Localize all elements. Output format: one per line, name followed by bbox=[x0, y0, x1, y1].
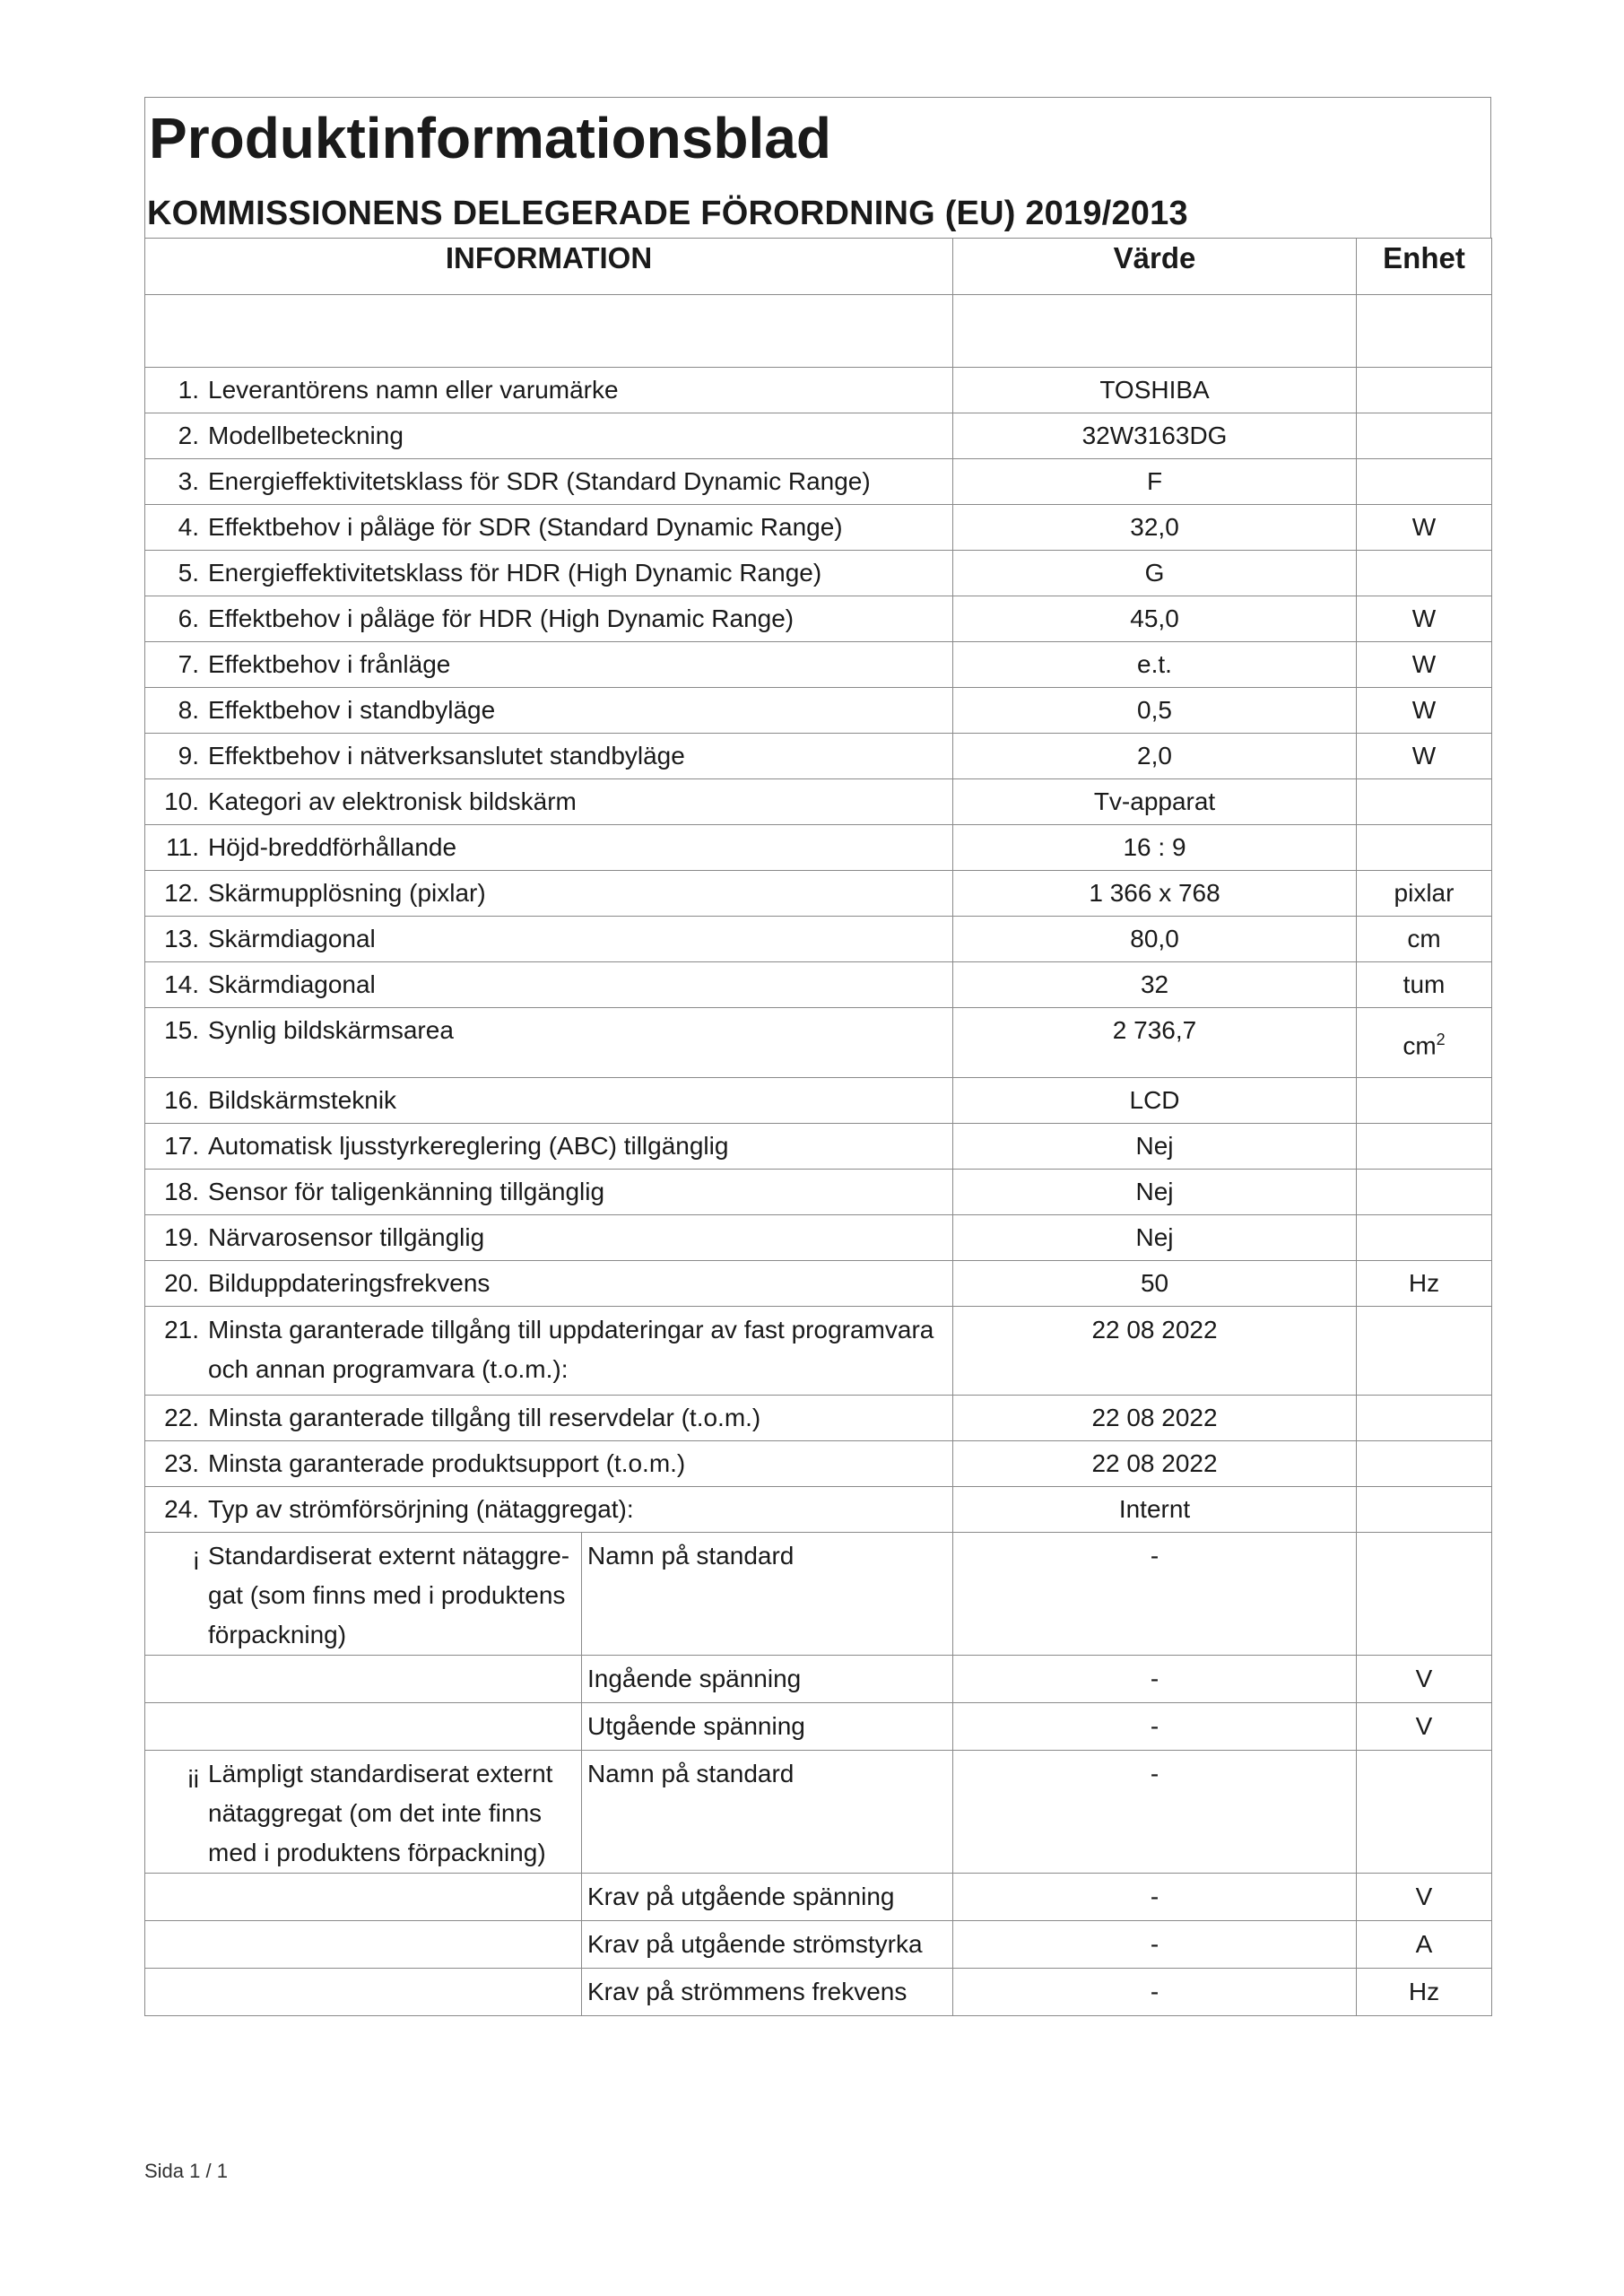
row-label: Skärmupplösning (pixlar) bbox=[208, 879, 486, 907]
psu-group-label: Lämpligt standardiserat externt nätaggregat (om det inte finns med i produktens förpackning) bbox=[208, 1760, 553, 1867]
row-number: 23. bbox=[164, 1449, 199, 1478]
table-row bbox=[145, 459, 1492, 505]
row-label: Skärmdiagonal bbox=[208, 970, 376, 998]
table-row bbox=[145, 734, 1492, 779]
value-cell: TOSHIBA bbox=[953, 368, 1357, 413]
info-cell bbox=[145, 413, 953, 459]
info-cell bbox=[145, 459, 953, 505]
psu-roman: i bbox=[193, 1547, 199, 1576]
info-cell bbox=[145, 779, 953, 825]
empty-cell bbox=[145, 1969, 582, 2016]
unit-cell bbox=[1357, 1703, 1492, 1751]
row-label: Sensor för taligenkänning tillgänglig bbox=[208, 1178, 605, 1206]
unit-cell bbox=[1357, 413, 1492, 459]
info-cell bbox=[145, 1441, 953, 1487]
row-label: Effektbehov i nätverksanslutet standbyläge bbox=[208, 742, 685, 770]
unit-cell bbox=[1357, 1215, 1492, 1261]
row-number: 21. bbox=[164, 1316, 199, 1344]
row-label: Automatisk ljusstyrkereglering (ABC) tillgänglig bbox=[208, 1132, 729, 1161]
row-number: 18. bbox=[164, 1178, 199, 1206]
unit-cell: W bbox=[1357, 734, 1492, 779]
row-number: 15. bbox=[164, 1016, 199, 1044]
empty-cell bbox=[145, 1921, 582, 1969]
table-row bbox=[145, 551, 1492, 596]
info-cell bbox=[145, 642, 953, 688]
info-cell bbox=[145, 1078, 953, 1124]
value-cell: 50 bbox=[953, 1261, 1357, 1307]
value-cell: 16 : 9 bbox=[953, 825, 1357, 871]
psu-group-cell bbox=[145, 1751, 582, 1874]
psu-item-unit: V bbox=[1415, 1665, 1433, 1693]
info-cell bbox=[145, 1170, 953, 1215]
value-cell: Internt bbox=[953, 1487, 1357, 1533]
psu-row bbox=[145, 1533, 1492, 1656]
row-number: 2. bbox=[178, 422, 199, 449]
table-row bbox=[145, 1441, 1492, 1487]
info-cell bbox=[145, 505, 953, 551]
table-row bbox=[145, 642, 1492, 688]
value-cell: e.t. bbox=[953, 642, 1357, 688]
value-cell bbox=[953, 1751, 1357, 1874]
value-cell: Tv-apparat bbox=[953, 779, 1357, 825]
value-cell: Nej bbox=[953, 1124, 1357, 1170]
unit-superscript: 2 bbox=[1436, 1031, 1446, 1048]
row-label: Effektbehov i standbyläge bbox=[208, 696, 496, 724]
table-row bbox=[145, 505, 1492, 551]
value-cell: F bbox=[953, 459, 1357, 505]
unit-cell bbox=[1357, 1969, 1492, 2016]
unit-cell bbox=[1357, 1441, 1492, 1487]
empty-cell bbox=[145, 1874, 582, 1921]
unit-cell bbox=[1357, 551, 1492, 596]
psu-item-value: - bbox=[1150, 1978, 1159, 2006]
table-row bbox=[145, 917, 1492, 962]
row-label: Skärmdiagonal bbox=[208, 925, 376, 952]
info-cell bbox=[145, 1487, 953, 1533]
unit-cell: tum bbox=[1357, 962, 1492, 1008]
empty-cell bbox=[145, 1703, 582, 1751]
table-row bbox=[145, 1307, 1492, 1396]
value-cell: 32W3163DG bbox=[953, 413, 1357, 459]
psu-item-label: Namn på standard bbox=[587, 1542, 795, 1570]
unit-cell bbox=[1357, 1170, 1492, 1215]
value-cell bbox=[953, 1533, 1357, 1656]
row-number: 3. bbox=[178, 467, 199, 495]
psu-item-value: - bbox=[1150, 1760, 1159, 1788]
table-row bbox=[145, 1078, 1492, 1124]
info-cell bbox=[145, 917, 953, 962]
row-number: 17. bbox=[164, 1132, 199, 1161]
psu-group-label: Standardiserat externt nätaggre-gat (som finns med i produktens förpackning) bbox=[208, 1542, 570, 1649]
psu-item-label: Krav på utgående strömstyrka bbox=[587, 1930, 923, 1959]
unit-cell bbox=[1357, 825, 1492, 871]
table-row bbox=[145, 871, 1492, 917]
row-number: 7. bbox=[178, 650, 199, 678]
psu-row bbox=[145, 1921, 1492, 1969]
row-label: Synlig bildskärmsarea bbox=[208, 1016, 454, 1044]
psu-row bbox=[145, 1969, 1492, 2016]
psu-row bbox=[145, 1751, 1492, 1874]
row-number: 4. bbox=[178, 513, 199, 541]
row-label: Leverantörens namn eller varumärke bbox=[208, 376, 619, 404]
value-cell bbox=[953, 1703, 1357, 1751]
value-cell: 22 08 2022 bbox=[953, 1441, 1357, 1487]
row-number: 19. bbox=[164, 1223, 199, 1252]
psu-row bbox=[145, 1656, 1492, 1703]
row-number: 10. bbox=[164, 787, 199, 815]
row-number: 24. bbox=[164, 1495, 199, 1524]
value-cell: 80,0 bbox=[953, 917, 1357, 962]
row-number: 8. bbox=[178, 696, 199, 724]
unit-cell bbox=[1357, 1921, 1492, 1969]
row-label: Effektbehov i frånläge bbox=[208, 650, 451, 678]
row-label: Effektbehov i påläge för HDR (High Dynamic Range) bbox=[208, 604, 795, 632]
info-cell bbox=[145, 1215, 953, 1261]
product-information-sheet bbox=[144, 97, 1491, 2016]
unit-cell: cm bbox=[1357, 917, 1492, 962]
info-cell bbox=[145, 688, 953, 734]
value-cell: LCD bbox=[953, 1078, 1357, 1124]
value-cell: 22 08 2022 bbox=[953, 1307, 1357, 1396]
psu-item-value: - bbox=[1150, 1930, 1159, 1959]
info-cell bbox=[145, 1008, 953, 1078]
unit-cell: W bbox=[1357, 505, 1492, 551]
psu-item-unit bbox=[1357, 1751, 1491, 1758]
row-label: Bilduppdateringsfrekvens bbox=[208, 1269, 491, 1298]
table-row bbox=[145, 1215, 1492, 1261]
unit-cell bbox=[1357, 368, 1492, 413]
table-row bbox=[145, 368, 1492, 413]
unit-cell: Hz bbox=[1357, 1261, 1492, 1307]
row-label: Närvarosensor tillgänglig bbox=[208, 1223, 485, 1252]
value-cell bbox=[953, 1874, 1357, 1921]
unit-cell bbox=[1357, 1656, 1492, 1703]
row-label: Kategori av elektronisk bildskärm bbox=[208, 787, 577, 815]
psu-item-value: - bbox=[1150, 1542, 1159, 1570]
value-cell bbox=[953, 1969, 1357, 2016]
psu-item-cell bbox=[582, 1656, 953, 1703]
unit-cell bbox=[1357, 1874, 1492, 1921]
value-cell bbox=[953, 1656, 1357, 1703]
info-cell bbox=[145, 596, 953, 642]
table-row bbox=[145, 413, 1492, 459]
row-number: 22. bbox=[164, 1404, 199, 1432]
table-row bbox=[145, 825, 1492, 871]
row-label: Höjd-breddförhållande bbox=[208, 833, 457, 861]
row-number: 13. bbox=[164, 925, 199, 952]
unit-cell: W bbox=[1357, 642, 1492, 688]
row-label: Minsta garanterade tillgång till uppdateringar av fast programvara och annan programvara (t.o.m.): bbox=[208, 1316, 934, 1384]
row-label: Energieffektivitetsklass för HDR (High Dynamic Range) bbox=[208, 559, 822, 587]
row-number: 5. bbox=[178, 559, 199, 587]
value-cell: 32 bbox=[953, 962, 1357, 1008]
info-cell bbox=[145, 551, 953, 596]
psu-item-unit: A bbox=[1415, 1930, 1433, 1959]
value-cell: 22 08 2022 bbox=[953, 1396, 1357, 1441]
psu-item-label: Utgående spänning bbox=[587, 1712, 805, 1741]
psu-group-cell bbox=[145, 1533, 582, 1656]
unit-cell bbox=[1357, 1487, 1492, 1533]
psu-item-unit bbox=[1357, 1533, 1491, 1540]
value-cell: G bbox=[953, 551, 1357, 596]
info-cell bbox=[145, 734, 953, 779]
row-label: Bildskärmsteknik bbox=[208, 1086, 397, 1115]
psu-item-unit: Hz bbox=[1408, 1978, 1440, 2006]
psu-item-cell bbox=[582, 1533, 953, 1656]
unit-cell bbox=[1357, 1307, 1492, 1396]
spacer-row bbox=[145, 295, 1492, 368]
row-label: Energieffektivitetsklass för SDR (Standard Dynamic Range) bbox=[208, 467, 871, 495]
empty-cell bbox=[145, 1656, 582, 1703]
regulation-subtitle: KOMMISSIONENS DELEGERADE FÖRORDNING (EU) 2019/2013 bbox=[147, 195, 1188, 232]
header-box bbox=[144, 97, 1491, 238]
value-cell: 1 366 x 768 bbox=[953, 871, 1357, 917]
row-number: 11. bbox=[166, 833, 199, 861]
row-number: 14. bbox=[164, 970, 199, 998]
info-cell bbox=[145, 962, 953, 1008]
psu-item-unit: V bbox=[1415, 1712, 1433, 1741]
info-cell bbox=[145, 368, 953, 413]
table-row bbox=[145, 1008, 1492, 1078]
psu-item-cell bbox=[582, 1921, 953, 1969]
row-number: 12. bbox=[164, 879, 199, 907]
info-cell bbox=[145, 825, 953, 871]
header-value: Värde bbox=[953, 239, 1357, 295]
product-info-table bbox=[144, 238, 1492, 2016]
info-cell bbox=[145, 1124, 953, 1170]
table-row bbox=[145, 962, 1492, 1008]
table-row bbox=[145, 1124, 1492, 1170]
unit-cell: pixlar bbox=[1357, 871, 1492, 917]
unit-cell bbox=[1357, 779, 1492, 825]
table-row bbox=[145, 779, 1492, 825]
psu-row bbox=[145, 1703, 1492, 1751]
table-row bbox=[145, 1396, 1492, 1441]
table-row bbox=[145, 1170, 1492, 1215]
psu-item-cell bbox=[582, 1751, 953, 1874]
value-cell: Nej bbox=[953, 1170, 1357, 1215]
value-cell bbox=[953, 1921, 1357, 1969]
unit-cell bbox=[1357, 459, 1492, 505]
page-number: Sida 1 / 1 bbox=[144, 2160, 228, 2182]
value-cell: Nej bbox=[953, 1215, 1357, 1261]
psu-item-label: Ingående spänning bbox=[587, 1665, 802, 1693]
header-information: INFORMATION bbox=[145, 239, 953, 295]
unit-cell bbox=[1357, 1751, 1492, 1874]
table-row bbox=[145, 688, 1492, 734]
psu-item-unit: V bbox=[1415, 1883, 1433, 1911]
unit-cell: W bbox=[1357, 688, 1492, 734]
row-number: 20. bbox=[164, 1269, 199, 1298]
table-row bbox=[145, 596, 1492, 642]
psu-item-label: Namn på standard bbox=[587, 1760, 795, 1788]
unit-cell bbox=[1357, 1124, 1492, 1170]
unit-cell: W bbox=[1357, 596, 1492, 642]
unit-text: cm bbox=[1403, 1031, 1437, 1060]
row-label: Typ av strömförsörjning (nätaggregat): bbox=[208, 1495, 634, 1524]
row-label: Effektbehov i påläge för SDR (Standard Dynamic Range) bbox=[208, 513, 843, 541]
psu-roman: ii bbox=[187, 1765, 199, 1794]
psu-item-cell bbox=[582, 1703, 953, 1751]
row-number: 1. bbox=[178, 376, 199, 404]
unit-cell bbox=[1357, 1533, 1492, 1656]
row-label: Minsta garanterade tillgång till reservdelar (t.o.m.) bbox=[208, 1404, 761, 1432]
page-title: Produktinformationsblad bbox=[149, 106, 831, 170]
psu-item-cell bbox=[582, 1969, 953, 2016]
unit-cell bbox=[1357, 1396, 1492, 1441]
table-row bbox=[145, 1487, 1492, 1533]
psu-item-value: - bbox=[1150, 1712, 1159, 1741]
table-row bbox=[145, 1261, 1492, 1307]
psu-item-label: Krav på strömmens frekvens bbox=[587, 1978, 908, 2006]
info-cell bbox=[145, 871, 953, 917]
unit-cell bbox=[1357, 1008, 1492, 1078]
header-unit: Enhet bbox=[1357, 239, 1492, 295]
row-number: 16. bbox=[164, 1086, 199, 1115]
row-number: 9. bbox=[178, 742, 199, 770]
psu-item-value: - bbox=[1150, 1665, 1159, 1693]
psu-item-label: Krav på utgående spänning bbox=[587, 1883, 895, 1911]
info-cell bbox=[145, 1307, 953, 1396]
value-cell: 2 736,7 bbox=[953, 1008, 1357, 1078]
value-cell: 2,0 bbox=[953, 734, 1357, 779]
unit-cell bbox=[1357, 1078, 1492, 1124]
value-cell: 0,5 bbox=[953, 688, 1357, 734]
info-cell bbox=[145, 1396, 953, 1441]
psu-item-value: - bbox=[1150, 1883, 1159, 1911]
info-cell bbox=[145, 1261, 953, 1307]
row-number: 6. bbox=[178, 604, 199, 632]
row-label: Minsta garanterade produktsupport (t.o.m.) bbox=[208, 1449, 686, 1478]
row-label: Modellbeteckning bbox=[208, 422, 404, 449]
psu-item-cell bbox=[582, 1874, 953, 1921]
value-cell: 45,0 bbox=[953, 596, 1357, 642]
value-cell: 32,0 bbox=[953, 505, 1357, 551]
psu-row bbox=[145, 1874, 1492, 1921]
